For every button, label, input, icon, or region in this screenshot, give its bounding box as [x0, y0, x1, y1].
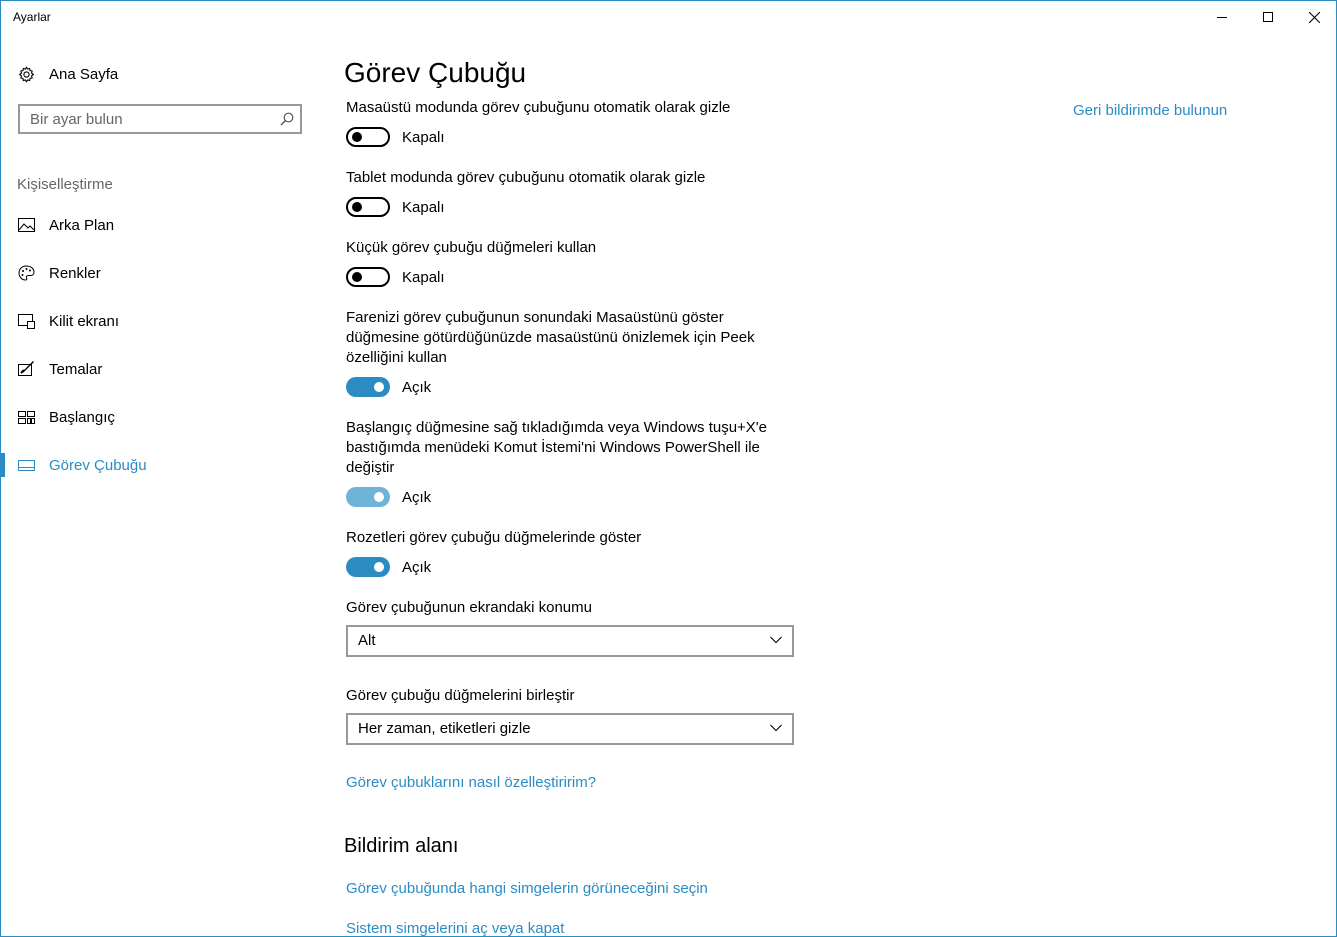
notification-area-title: Bildirim alanı: [344, 835, 459, 857]
combine-value: Her zaman, etiketleri gizle: [358, 720, 531, 737]
sidebar-item-lock-screen[interactable]: [17, 309, 119, 333]
active-indicator: [1, 453, 5, 477]
lock-screen-icon: [17, 312, 35, 330]
sidebar-item-themes[interactable]: [17, 357, 102, 381]
location-value: Alt: [358, 632, 376, 649]
search-icon[interactable]: [280, 112, 294, 126]
setting-label: Başlangıç düğmesine sağ tıkladığımda veya Windows tuşu+X'e bastığımda menüdeki Komut İstemi'ni Windows PowerShell ile değiştir: [346, 419, 768, 476]
setting-label: Küçük görev çubuğu düğmeleri kullan: [346, 239, 597, 256]
maximize-icon: [1263, 12, 1273, 22]
toggle-state: Açık: [402, 489, 432, 506]
small-buttons-toggle[interactable]: [346, 267, 390, 287]
sidebar-home-label: Ana Sayfa: [49, 65, 119, 83]
system-icons-link[interactable]: Sistem simgelerini aç veya kapat: [346, 920, 565, 937]
powershell-toggle[interactable]: [346, 487, 390, 507]
toggle-knob: [374, 562, 384, 572]
sidebar-item-label: Başlangıç: [49, 408, 115, 426]
minimize-icon: [1217, 12, 1227, 22]
sidebar-item-label: Kilit ekranı: [49, 312, 120, 330]
help-link[interactable]: Görev çubuklarını nasıl özelleştiririm?: [346, 774, 597, 791]
setting-label: Masaüstü modunda görev çubuğunu otomatik olarak gizle: [346, 99, 731, 116]
autohide-desktop-toggle[interactable]: [346, 127, 390, 147]
maximize-button[interactable]: [1245, 1, 1291, 33]
search-box[interactable]: [18, 104, 302, 134]
setting-label: Farenizi görev çubuğunun sonundaki Masaüstünü göster düğmesine götürdüğünüzde masaüstünü önizlemek için Peek özelliğini kullan: [346, 309, 755, 366]
toggle-state: Açık: [402, 379, 432, 396]
sidebar-home[interactable]: [17, 62, 118, 86]
toggle-state: Kapalı: [402, 269, 445, 286]
sidebar-item-label: Arka Plan: [49, 216, 115, 234]
sidebar-item-start[interactable]: [17, 405, 115, 429]
sidebar-item-label: Temalar: [49, 360, 103, 378]
search-input[interactable]: [20, 106, 280, 132]
sidebar-section-heading: Kişiselleştirme: [17, 176, 113, 193]
title-bar[interactable]: [1, 1, 1336, 33]
autohide-tablet-toggle[interactable]: [346, 197, 390, 217]
sidebar-item-label: Renkler: [49, 264, 101, 282]
palette-icon: [17, 264, 35, 282]
gear-icon: [17, 65, 35, 83]
sidebar-item-background[interactable]: [17, 213, 114, 237]
start-icon: [17, 408, 35, 426]
toggle-state: Açık: [402, 559, 432, 576]
close-icon: [1309, 12, 1320, 23]
feedback-link[interactable]: Geri bildirimde bulunun: [1073, 102, 1228, 119]
toggle-knob: [374, 492, 384, 502]
toggle-state: Kapalı: [402, 199, 445, 216]
page-title: Görev Çubuğu: [344, 57, 527, 88]
toggle-knob: [352, 202, 362, 212]
toggle-knob: [352, 132, 362, 142]
picture-icon: [17, 216, 35, 234]
close-button[interactable]: [1291, 1, 1337, 33]
themes-icon: [17, 360, 35, 378]
sidebar-item-taskbar[interactable]: [17, 453, 147, 477]
badges-toggle[interactable]: [346, 557, 390, 577]
window-title: Ayarlar: [13, 10, 51, 24]
select-icons-link[interactable]: Görev çubuğunda hangi simgelerin görüneceğini seçin: [346, 880, 708, 897]
minimize-button[interactable]: [1199, 1, 1245, 33]
toggle-knob: [374, 382, 384, 392]
sidebar-item-label: Görev Çubuğu: [49, 456, 147, 474]
sidebar-item-colors[interactable]: [17, 261, 101, 285]
toggle-state: Kapalı: [402, 129, 445, 146]
combine-label: Görev çubuğu düğmelerini birleştir: [346, 687, 575, 704]
peek-toggle[interactable]: [346, 377, 390, 397]
chevron-down-icon: [770, 724, 782, 732]
setting-label: Rozetleri görev çubuğu düğmelerinde göster: [346, 529, 642, 546]
toggle-knob: [352, 272, 362, 282]
chevron-down-icon: [770, 636, 782, 644]
combine-dropdown[interactable]: [346, 713, 794, 745]
location-dropdown[interactable]: [346, 625, 794, 657]
setting-label: Tablet modunda görev çubuğunu otomatik olarak gizle: [346, 169, 706, 186]
taskbar-icon: [17, 456, 35, 474]
location-label: Görev çubuğunun ekrandaki konumu: [346, 599, 592, 616]
